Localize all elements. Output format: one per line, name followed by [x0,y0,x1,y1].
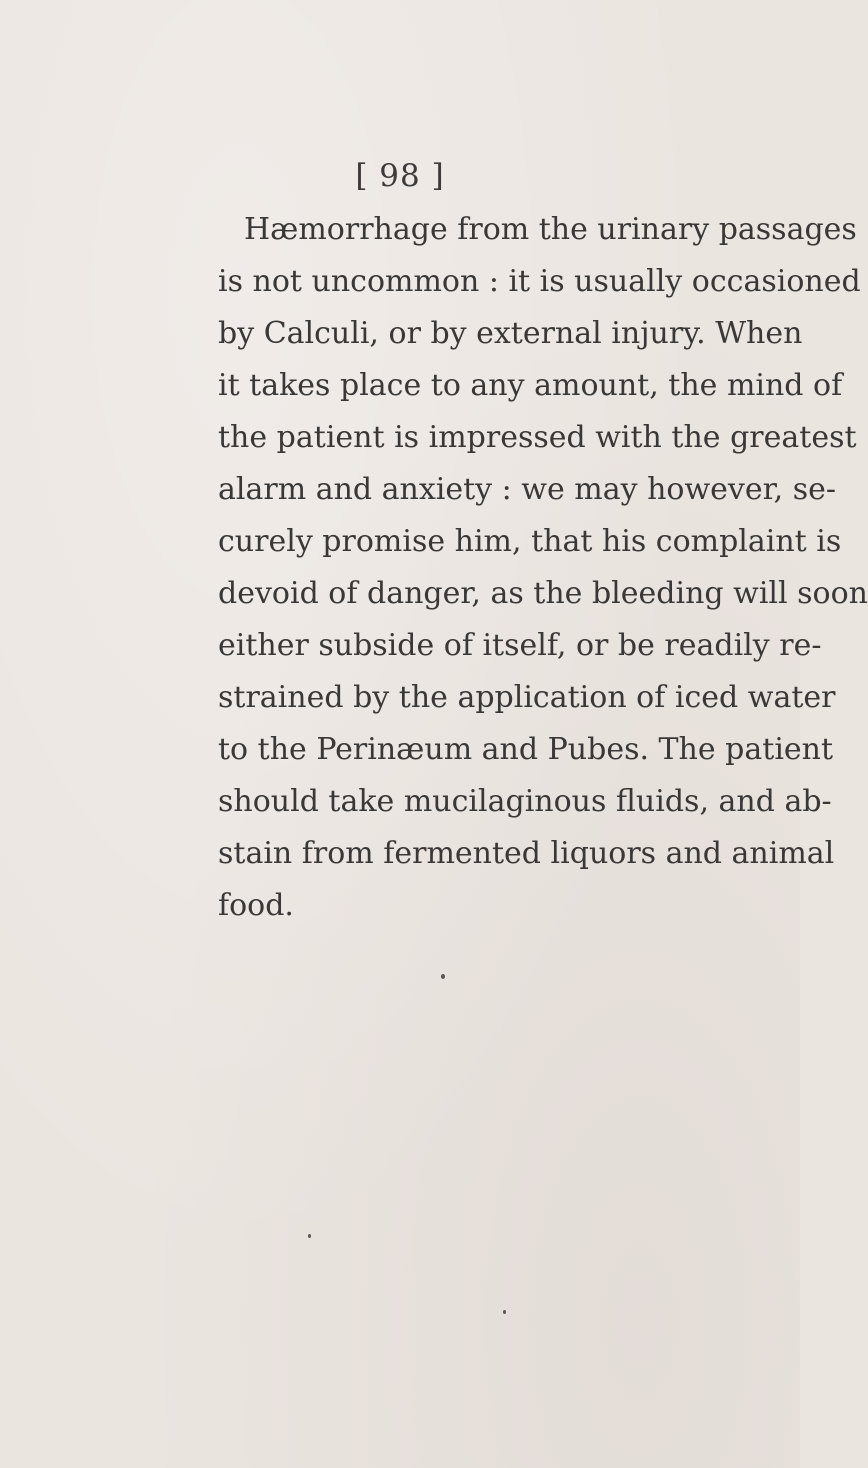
text-line: is not uncommon : it is usually occasioned [218,264,861,299]
text-line: the patient is impressed with the greatest [218,420,857,455]
text-line: either subside of itself, or be readily re- [218,628,822,663]
text-line: to the Perinæum and Pubes. The patient [218,732,834,767]
page-number: [ 98 ] [355,158,445,194]
text-line: curely promise him, that his complaint is [218,524,842,559]
text-line: devoid of danger, as the bleeding will soon [218,576,868,611]
text-line: it takes place to any amount, the mind of [218,368,843,403]
text-line: by Calculi, or by external injury. When [218,316,803,351]
text-line: should take mucilaginous fluids, and ab- [218,784,832,819]
paper-speck [503,1310,506,1314]
text-line: strained by the application of iced water [218,680,836,715]
text-line: Hæmorrhage from the urinary passages [244,212,857,247]
text-line: stain from fermented liquors and animal [218,836,835,871]
paper-speck [441,974,445,979]
text-line: alarm and anxiety : we may however, se- [218,472,837,507]
paper-speck [308,1234,311,1238]
text-line: food. [218,888,294,923]
